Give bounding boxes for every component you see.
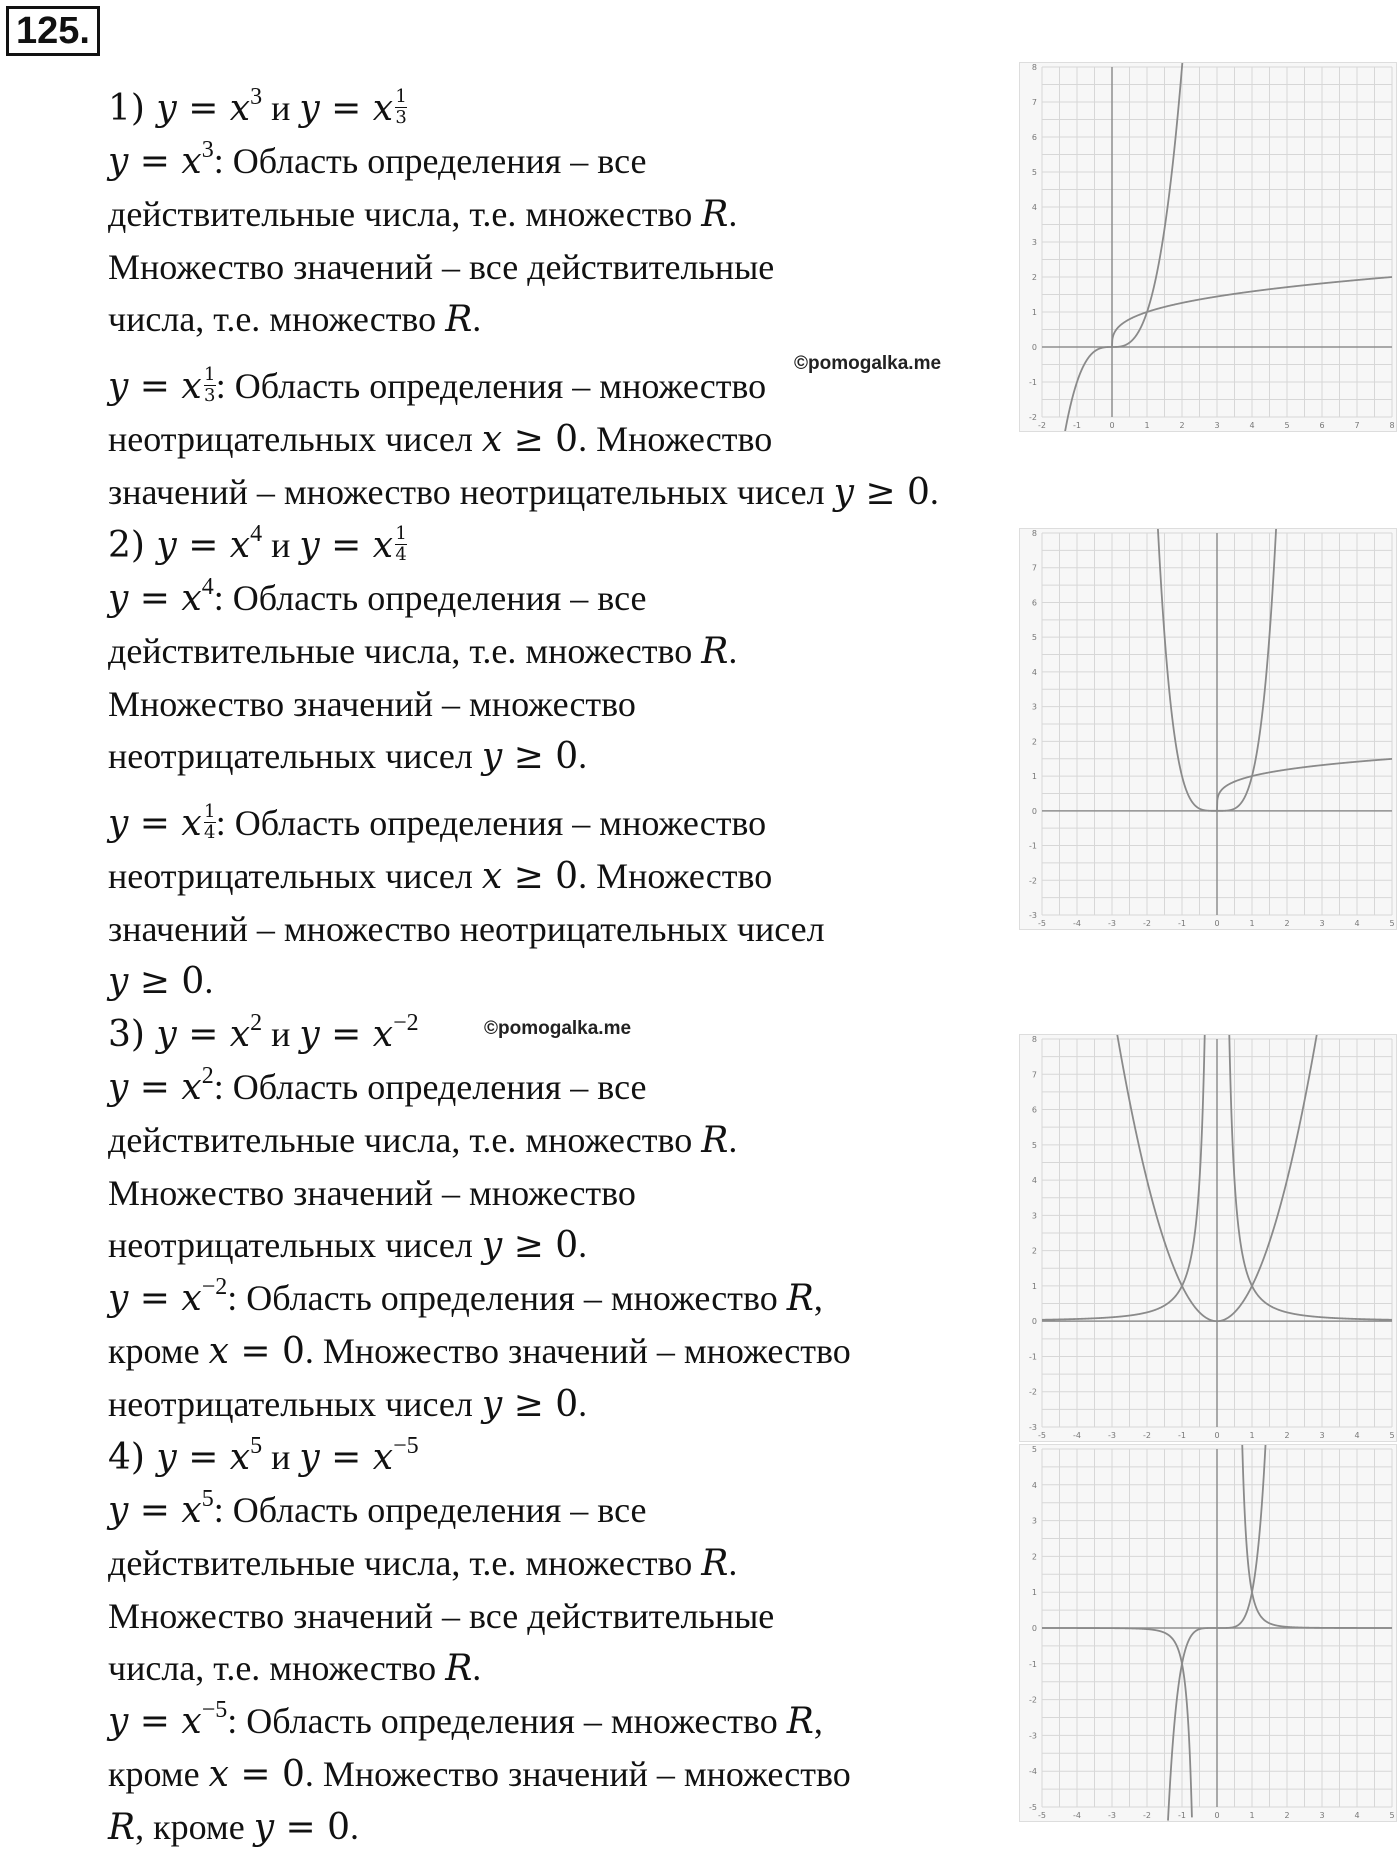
text: Множество значений – множество bbox=[108, 1173, 636, 1213]
text: числа, т.е. множество bbox=[108, 1648, 446, 1688]
text: . bbox=[578, 1384, 588, 1424]
text-line bbox=[108, 1114, 1008, 1167]
x-tick-label: -3 bbox=[1108, 1811, 1116, 1820]
x-tick-label: -5 bbox=[1038, 1431, 1046, 1440]
x-tick-label: 0 bbox=[1214, 919, 1220, 928]
math-condition: = 0 bbox=[274, 1807, 350, 1848]
text-line bbox=[108, 1537, 1008, 1590]
text: . Множество bbox=[578, 419, 773, 459]
graph-svg bbox=[1020, 1445, 1396, 1821]
y-tick-label: 3 bbox=[1031, 702, 1037, 712]
math-x: x bbox=[181, 366, 202, 407]
y-tick-label: 6 bbox=[1031, 133, 1037, 142]
text: : Область определения – множество bbox=[215, 803, 767, 843]
text-line bbox=[108, 1484, 1008, 1537]
exercise-number: 125. bbox=[6, 6, 100, 56]
text: . bbox=[728, 1543, 738, 1583]
text: . Множество значений – множество bbox=[304, 1754, 851, 1794]
x-tick-label: 5 bbox=[1389, 1431, 1395, 1440]
text: кроме bbox=[108, 1754, 209, 1794]
x-tick-label: -5 bbox=[1038, 1811, 1046, 1820]
x-tick-label: 1 bbox=[1249, 1431, 1255, 1440]
x-tick-label: 0 bbox=[1109, 421, 1115, 430]
x-tick-label: 1 bbox=[1249, 919, 1255, 928]
math-x: x bbox=[181, 1701, 202, 1742]
math-x: x bbox=[229, 88, 251, 129]
grid bbox=[1042, 67, 1392, 417]
x-tick-label: -2 bbox=[1143, 919, 1151, 928]
x-tick-label: 4 bbox=[1354, 919, 1360, 928]
exponent: 4 bbox=[201, 574, 214, 600]
y-tick-label: -1 bbox=[1029, 378, 1037, 387]
y-tick-label: -2 bbox=[1029, 413, 1037, 422]
exponent: 5 bbox=[250, 1433, 263, 1459]
watermark: ©pomogalka.me bbox=[484, 1018, 632, 1039]
y-tick-label: 8 bbox=[1031, 529, 1037, 538]
math-x: x bbox=[181, 803, 202, 844]
x-tick-label: 3 bbox=[1319, 1431, 1325, 1440]
section-heading bbox=[108, 82, 1008, 135]
y-tick-label: 1 bbox=[1031, 772, 1037, 782]
math-x: x bbox=[181, 578, 202, 619]
x-tick-label: 4 bbox=[1354, 1431, 1360, 1440]
math-condition: ≥ 0 bbox=[502, 1384, 579, 1425]
text: Множество значений – все действительные bbox=[108, 1596, 775, 1636]
graph-square-and-inverse-square bbox=[1019, 1034, 1397, 1442]
x-tick-label: 3 bbox=[1319, 1811, 1325, 1820]
x-tick-label: 0 bbox=[1214, 1431, 1220, 1440]
set-R: R bbox=[701, 1120, 729, 1161]
math-x: x bbox=[372, 525, 394, 566]
graph-svg bbox=[1020, 63, 1396, 431]
math-y-equals: y = bbox=[108, 1490, 182, 1531]
math-y-equals: y = bbox=[299, 1014, 373, 1055]
text: . bbox=[929, 472, 939, 512]
math-y-equals: y = bbox=[156, 1437, 230, 1478]
graph-fourth-power-and-fourth-root bbox=[1019, 528, 1397, 930]
x-tick-label: 6 bbox=[1319, 421, 1325, 430]
text-line bbox=[108, 903, 1008, 955]
text: неотрицательных чисел bbox=[108, 1384, 482, 1424]
y-tick-label: 7 bbox=[1031, 1070, 1037, 1080]
x-tick-label: -3 bbox=[1108, 1431, 1116, 1440]
y-tick-label: -4 bbox=[1029, 1767, 1037, 1777]
x-tick-label: -2 bbox=[1038, 421, 1046, 430]
y-tick-label: 3 bbox=[1031, 1516, 1037, 1526]
y-tick-label: 0 bbox=[1031, 806, 1037, 816]
x-tick-label: 1 bbox=[1249, 1811, 1255, 1820]
section-number: 1) bbox=[108, 88, 157, 129]
text-line bbox=[108, 241, 1008, 293]
text-line bbox=[108, 625, 1008, 678]
graph-fifth-power-and-inverse-fifth bbox=[1019, 1444, 1397, 1822]
text-line bbox=[108, 1695, 1008, 1748]
x-tick-label: 3 bbox=[1214, 421, 1220, 430]
math-variable: y bbox=[481, 736, 503, 777]
math-condition: = 0 bbox=[228, 1754, 305, 1795]
math-y-equals: y = bbox=[108, 141, 182, 182]
text: , bbox=[813, 1278, 823, 1318]
section-number: 3) bbox=[108, 1014, 157, 1055]
y-tick-label: 6 bbox=[1031, 598, 1037, 608]
math-x: x bbox=[181, 141, 202, 182]
math-y-equals: y = bbox=[156, 88, 230, 129]
fraction-numerator: 1 bbox=[395, 86, 407, 107]
y-tick-label: 6 bbox=[1031, 1105, 1037, 1115]
text: . bbox=[728, 1120, 738, 1160]
text: Множество значений – множество bbox=[108, 684, 636, 724]
set-R: R bbox=[786, 1278, 814, 1319]
section-number: 2) bbox=[108, 525, 157, 566]
y-tick-label: -2 bbox=[1029, 876, 1037, 886]
y-tick-label: 1 bbox=[1031, 1588, 1037, 1598]
math-condition: ≥ 0 bbox=[853, 472, 930, 513]
text: действительные числа, т.е. множество bbox=[108, 194, 702, 234]
math-x: x bbox=[372, 88, 394, 129]
x-tick-label: -4 bbox=[1073, 1811, 1081, 1820]
conjunction: и bbox=[262, 1014, 300, 1054]
y-tick-label: 5 bbox=[1031, 1445, 1037, 1454]
text: действительные числа, т.е. множество bbox=[108, 1120, 702, 1160]
text: : Область определения – множество bbox=[227, 1278, 787, 1318]
text: неотрицательных чисел bbox=[108, 1225, 482, 1265]
math-y-equals: y = bbox=[299, 1437, 373, 1478]
text-line bbox=[108, 850, 1008, 903]
fraction-numerator: 1 bbox=[395, 523, 407, 544]
curve-x-3 bbox=[1065, 63, 1183, 431]
y-tick-label: 7 bbox=[1031, 98, 1037, 107]
text: неотрицательных чисел bbox=[108, 736, 482, 776]
set-R: R bbox=[786, 1701, 814, 1742]
text: , bbox=[813, 1701, 823, 1741]
text: : Область определения – все bbox=[213, 1490, 647, 1530]
text: кроме bbox=[108, 1331, 209, 1371]
set-R: R bbox=[701, 1543, 729, 1584]
y-tick-label: 2 bbox=[1031, 1552, 1037, 1562]
x-tick-label: 4 bbox=[1249, 421, 1255, 430]
text-line bbox=[108, 1590, 1008, 1642]
exponent: 2 bbox=[201, 1063, 214, 1089]
text-line bbox=[108, 730, 1008, 783]
x-tick-label: 7 bbox=[1354, 421, 1360, 430]
exponent: −5 bbox=[393, 1433, 419, 1459]
text: . Множество значений – множество bbox=[304, 1331, 851, 1371]
text-line bbox=[108, 1167, 1008, 1219]
x-tick-label: 8 bbox=[1389, 421, 1395, 430]
fraction-exponent bbox=[395, 525, 407, 564]
fraction-denominator: 3 bbox=[395, 107, 407, 128]
x-tick-label: -2 bbox=[1143, 1811, 1151, 1820]
x-tick-label: -1 bbox=[1178, 1431, 1186, 1440]
x-tick-label: 1 bbox=[1144, 421, 1150, 430]
math-variable: y bbox=[481, 1225, 503, 1266]
text: : Область определения – все bbox=[213, 141, 647, 181]
set-R: R bbox=[445, 1648, 473, 1689]
exponent: −2 bbox=[393, 1010, 419, 1036]
y-tick-label: 4 bbox=[1031, 1480, 1037, 1490]
text: : Область определения – множество bbox=[227, 1701, 787, 1741]
exponent: 3 bbox=[201, 137, 214, 163]
text-line bbox=[108, 572, 1008, 625]
fraction-numerator: 1 bbox=[203, 364, 216, 385]
text-line bbox=[108, 797, 1008, 850]
x-tick-label: -1 bbox=[1178, 919, 1186, 928]
y-tick-label: 5 bbox=[1031, 633, 1037, 643]
text: , кроме bbox=[135, 1807, 254, 1847]
fraction-numerator: 1 bbox=[203, 801, 216, 822]
text: неотрицательных чисел bbox=[108, 856, 482, 896]
fraction-exponent bbox=[204, 366, 216, 405]
text: . bbox=[578, 1225, 588, 1265]
math-x: x bbox=[372, 1014, 394, 1055]
text-line bbox=[108, 1801, 1008, 1854]
text-line bbox=[108, 188, 1008, 241]
y-tick-label: 7 bbox=[1031, 563, 1037, 573]
exponent: −5 bbox=[201, 1697, 228, 1723]
fraction-denominator: 4 bbox=[203, 822, 216, 843]
text-line bbox=[108, 1325, 1008, 1378]
x-tick-label: -2 bbox=[1143, 1431, 1151, 1440]
x-tick-label: -1 bbox=[1073, 421, 1081, 430]
y-tick-label: -3 bbox=[1029, 1423, 1037, 1432]
text: . bbox=[350, 1807, 359, 1847]
text: . bbox=[204, 961, 214, 1001]
text: значений – множество неотрицательных чисел bbox=[108, 909, 825, 949]
math-variable: y bbox=[481, 1384, 503, 1425]
math-x: x bbox=[372, 1437, 394, 1478]
y-tick-label: 0 bbox=[1031, 1624, 1037, 1633]
y-tick-label: -3 bbox=[1029, 911, 1037, 920]
math-y-equals: y = bbox=[299, 525, 373, 566]
y-tick-label: 2 bbox=[1031, 1246, 1037, 1256]
math-y-equals: y = bbox=[108, 366, 182, 407]
exponent: 4 bbox=[250, 521, 263, 547]
graph-svg bbox=[1020, 529, 1396, 929]
conjunction: и bbox=[262, 525, 300, 565]
x-tick-label: -3 bbox=[1108, 919, 1116, 928]
y-tick-label: -2 bbox=[1029, 1695, 1037, 1705]
x-tick-label: 2 bbox=[1179, 421, 1185, 430]
text: неотрицательных чисел bbox=[108, 419, 482, 459]
y-tick-label: 4 bbox=[1031, 667, 1037, 677]
text-line bbox=[108, 678, 1008, 730]
math-condition: ≥ 0 bbox=[502, 419, 579, 460]
y-tick-label: -3 bbox=[1029, 1731, 1037, 1741]
math-variable: x bbox=[481, 856, 503, 897]
y-tick-label: 4 bbox=[1031, 1176, 1037, 1186]
y-tick-label: 3 bbox=[1031, 238, 1037, 247]
y-tick-label: 5 bbox=[1031, 168, 1037, 177]
math-x: x bbox=[229, 1437, 251, 1478]
y-tick-label: 5 bbox=[1031, 1140, 1037, 1150]
math-condition: ≥ 0 bbox=[502, 856, 579, 897]
text: Множество значений – все действительные bbox=[108, 247, 775, 287]
math-y-equals: y = bbox=[156, 1014, 230, 1055]
text-line bbox=[108, 1219, 1008, 1272]
y-tick-label: -2 bbox=[1029, 1387, 1037, 1397]
text-line bbox=[108, 955, 1008, 1008]
x-tick-label: -5 bbox=[1038, 919, 1046, 928]
y-tick-label: 8 bbox=[1031, 63, 1037, 72]
x-tick-label: -4 bbox=[1073, 919, 1081, 928]
x-tick-label: -4 bbox=[1073, 1431, 1081, 1440]
set-R: R bbox=[701, 194, 729, 235]
exponent: 5 bbox=[201, 1486, 214, 1512]
section-heading bbox=[108, 1431, 1008, 1484]
math-x: x bbox=[229, 1014, 251, 1055]
fraction-exponent bbox=[204, 803, 216, 842]
x-tick-label: 2 bbox=[1284, 919, 1290, 928]
x-tick-label: 2 bbox=[1284, 1811, 1290, 1820]
text: . Множество bbox=[578, 856, 773, 896]
y-tick-label: 4 bbox=[1031, 203, 1037, 212]
graph-cube-and-cube-root bbox=[1019, 62, 1397, 432]
fraction-denominator: 3 bbox=[203, 385, 216, 406]
y-tick-label: 0 bbox=[1031, 1317, 1037, 1327]
conjunction: и bbox=[262, 88, 300, 128]
math-x: x bbox=[181, 1278, 202, 1319]
math-y-equals: y = bbox=[108, 1278, 182, 1319]
y-tick-label: 0 bbox=[1031, 343, 1037, 352]
math-y-equals: y = bbox=[156, 525, 230, 566]
math-y-equals: y = bbox=[108, 578, 182, 619]
x-tick-label: 4 bbox=[1354, 1811, 1360, 1820]
text: . bbox=[472, 299, 482, 339]
text: действительные числа, т.е. множество bbox=[108, 631, 702, 671]
math-condition: ≥ 0 bbox=[128, 961, 205, 1002]
y-tick-label: 2 bbox=[1031, 273, 1037, 282]
text: : Область определения – все bbox=[213, 1067, 647, 1107]
x-tick-label: 2 bbox=[1284, 1431, 1290, 1440]
x-tick-label: 5 bbox=[1389, 919, 1395, 928]
math-condition: = 0 bbox=[228, 1331, 305, 1372]
conjunction: и bbox=[262, 1437, 300, 1477]
y-tick-label: -1 bbox=[1029, 841, 1037, 851]
x-tick-label: 0 bbox=[1214, 1811, 1220, 1820]
math-y-equals: y = bbox=[299, 88, 373, 129]
x-tick-label: -1 bbox=[1178, 1811, 1186, 1820]
section-number: 4) bbox=[108, 1437, 157, 1478]
watermark: ©pomogalka.me bbox=[794, 353, 942, 374]
text: . bbox=[578, 736, 588, 776]
text-line bbox=[108, 293, 1008, 346]
y-tick-label: 8 bbox=[1031, 1035, 1037, 1044]
exponent: 2 bbox=[250, 1010, 263, 1036]
math-y-equals: y = bbox=[108, 1067, 182, 1108]
math-variable: y bbox=[253, 1807, 275, 1848]
y-tick-label: 3 bbox=[1031, 1211, 1037, 1221]
math-x: x bbox=[229, 525, 251, 566]
math-variable: y bbox=[108, 961, 129, 1002]
fraction-denominator: 4 bbox=[395, 544, 407, 565]
text: значений – множество неотрицательных чисел bbox=[108, 472, 834, 512]
y-tick-label: 1 bbox=[1031, 1281, 1037, 1291]
text-line bbox=[108, 1061, 1008, 1114]
solution-text bbox=[108, 82, 1008, 1854]
math-variable: x bbox=[481, 419, 503, 460]
y-tick-label: 1 bbox=[1031, 308, 1037, 317]
text-line bbox=[108, 1378, 1008, 1431]
x-tick-label: 3 bbox=[1319, 919, 1325, 928]
text: действительные числа, т.е. множество bbox=[108, 1543, 702, 1583]
set-R: R bbox=[701, 631, 729, 672]
math-condition: ≥ 0 bbox=[502, 736, 579, 777]
math-x: x bbox=[181, 1067, 202, 1108]
x-tick-label: 5 bbox=[1389, 1811, 1395, 1820]
set-R: R bbox=[445, 299, 473, 340]
text-line bbox=[108, 1272, 1008, 1325]
math-y-equals: y = bbox=[108, 803, 182, 844]
y-tick-label: -5 bbox=[1029, 1803, 1037, 1812]
y-tick-label: -1 bbox=[1029, 1659, 1037, 1669]
text-line bbox=[108, 135, 1008, 188]
section-heading bbox=[108, 519, 1008, 572]
math-y-equals: y = bbox=[108, 1701, 182, 1742]
text-line bbox=[108, 413, 1008, 466]
math-variable: x bbox=[208, 1754, 229, 1795]
text: : Область определения – множество bbox=[215, 366, 767, 406]
math-variable: y bbox=[833, 472, 854, 513]
text-line bbox=[108, 466, 1008, 519]
y-tick-label: -1 bbox=[1029, 1352, 1037, 1362]
exponent: 3 bbox=[250, 84, 263, 110]
set-R: R bbox=[108, 1807, 136, 1848]
math-x: x bbox=[181, 1490, 202, 1531]
text: . bbox=[728, 194, 738, 234]
text-line bbox=[108, 1642, 1008, 1695]
text: числа, т.е. множество bbox=[108, 299, 446, 339]
fraction-exponent bbox=[395, 88, 407, 127]
graph-svg bbox=[1020, 1035, 1396, 1441]
y-tick-label: 2 bbox=[1031, 737, 1037, 747]
text: : Область определения – все bbox=[213, 578, 647, 618]
math-condition: ≥ 0 bbox=[502, 1225, 579, 1266]
text-line bbox=[108, 1748, 1008, 1801]
text: . bbox=[472, 1648, 482, 1688]
math-variable: x bbox=[208, 1331, 229, 1372]
exponent: −2 bbox=[201, 1274, 228, 1300]
x-tick-label: 5 bbox=[1284, 421, 1290, 430]
text: . bbox=[728, 631, 738, 671]
